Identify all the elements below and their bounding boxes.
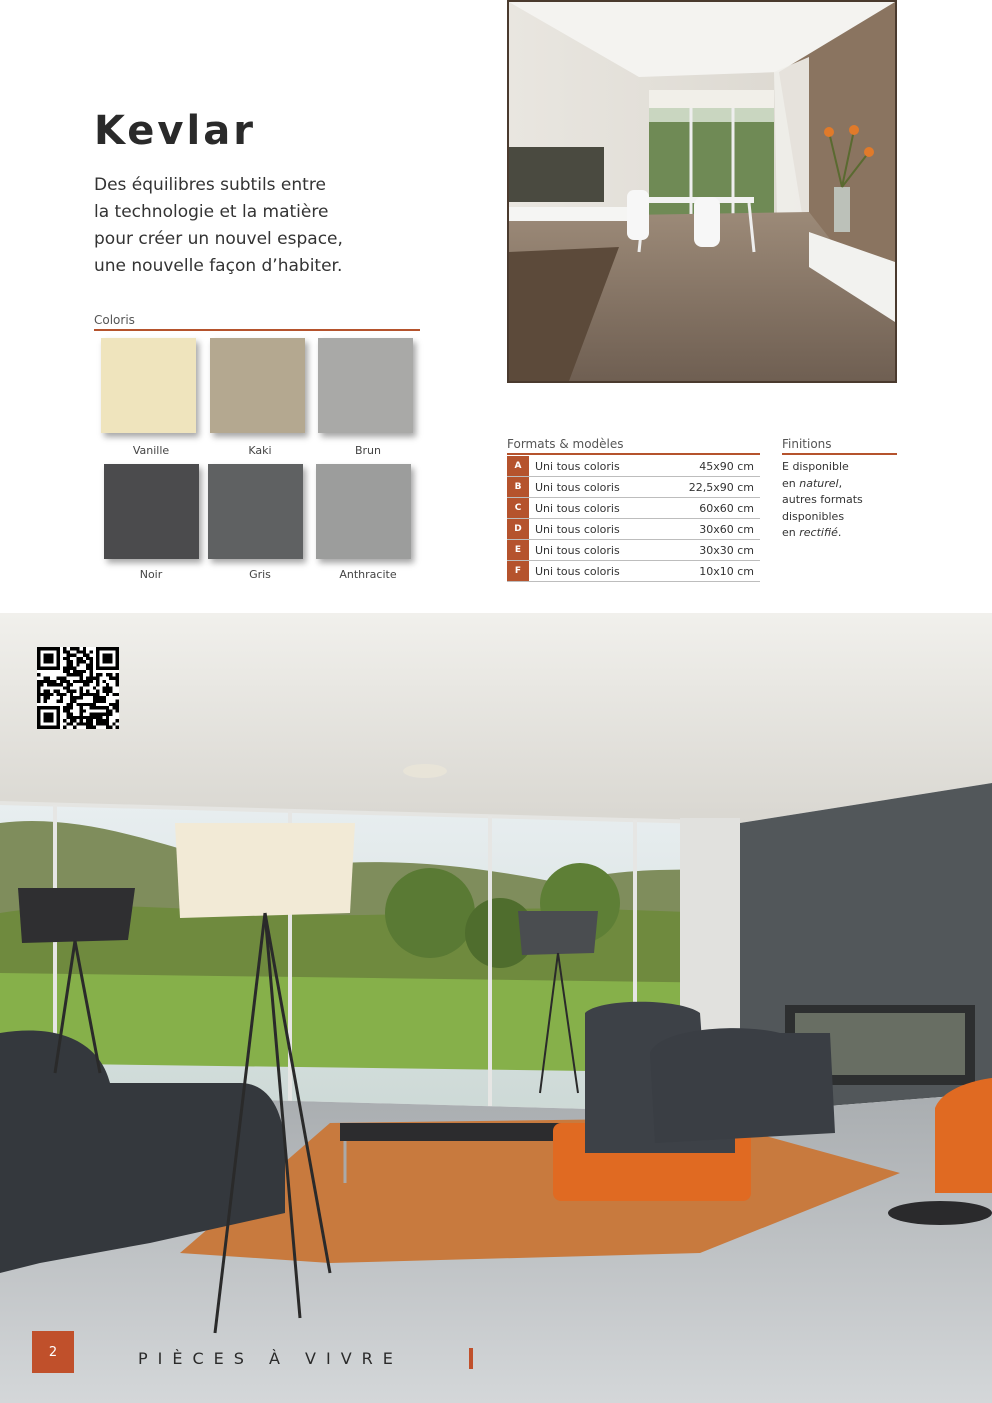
- finitions-line: autres formats: [782, 493, 863, 506]
- format-model: Uni tous coloris: [529, 561, 658, 582]
- swatch-vanille: [101, 338, 196, 433]
- format-letter: D: [507, 519, 529, 540]
- swatch-anthracite: [316, 464, 411, 559]
- finitions-line: [782, 525, 894, 542]
- section-label: PIÈCES À VIVRE: [138, 1349, 403, 1368]
- room-photo-dining: [507, 0, 897, 383]
- tagline-line: pour créer un nouvel espace,: [94, 229, 343, 249]
- format-size: 30x30 cm: [658, 540, 760, 561]
- table-row: [507, 477, 760, 498]
- swatch-label: Vanille: [132, 444, 170, 457]
- tagline-line: la technologie et la matière: [94, 202, 329, 222]
- format-model: Uni tous coloris: [529, 498, 658, 519]
- format-letter: E: [507, 540, 529, 561]
- room-photo-dining-illustration: [509, 2, 895, 381]
- finitions-prefix: en: [782, 476, 800, 490]
- format-letter: B: [507, 477, 529, 498]
- finitions-suffix: .: [837, 526, 842, 539]
- table-row: [507, 498, 760, 519]
- tagline-line: Des équilibres subtils entre: [94, 175, 326, 195]
- format-model: Uni tous coloris: [529, 540, 658, 561]
- table-row: [507, 561, 760, 582]
- format-size: 30x60 cm: [658, 519, 760, 540]
- format-model: Uni tous coloris: [529, 477, 658, 498]
- format-letter: A: [507, 456, 529, 477]
- table-row: [507, 456, 760, 477]
- section-divider: [469, 1348, 473, 1369]
- tagline: [94, 172, 414, 280]
- swatch-noir: [104, 464, 199, 559]
- qr-code[interactable]: [37, 647, 119, 729]
- finitions-italic: rectifié: [799, 526, 838, 539]
- format-size: 10x10 cm: [658, 561, 760, 582]
- formats-table: [507, 456, 760, 582]
- swatch-label: Noir: [139, 568, 163, 581]
- table-row: [507, 540, 760, 561]
- table-row: [507, 519, 760, 540]
- page-title: Kevlar: [94, 108, 256, 154]
- format-size: 45x90 cm: [658, 456, 760, 477]
- format-size: 60x60 cm: [658, 498, 760, 519]
- room-photo-living: [0, 613, 992, 1403]
- finitions-prefix: en: [782, 526, 800, 539]
- format-size: 22,5x90 cm: [658, 477, 760, 498]
- swatch-kaki: [210, 338, 305, 433]
- swatch-label: Kaki: [248, 444, 272, 457]
- finitions-suffix: ,: [838, 476, 843, 490]
- swatch-label: Anthracite: [339, 568, 397, 581]
- finitions-line: E disponible: [782, 460, 849, 473]
- tagline-line: une nouvelle façon d’habiter.: [94, 256, 343, 276]
- qr-code-graphic: [37, 647, 119, 729]
- swatch-label: Brun: [354, 444, 381, 457]
- coloris-heading: Coloris: [94, 313, 420, 331]
- format-letter: C: [507, 498, 529, 519]
- finitions-italic: naturel: [799, 476, 839, 490]
- finitions-text: [782, 459, 894, 542]
- swatch-label: Gris: [249, 568, 271, 581]
- format-letter: F: [507, 561, 529, 582]
- swatch-gris: [208, 464, 303, 559]
- swatch-brun: [318, 338, 413, 433]
- format-model: Uni tous coloris: [529, 519, 658, 540]
- finitions-line: disponibles: [782, 509, 845, 523]
- finitions-line: [782, 476, 894, 493]
- finitions-heading: Finitions: [782, 437, 897, 455]
- format-model: Uni tous coloris: [529, 456, 658, 477]
- page-number: 2: [32, 1331, 74, 1373]
- room-photo-living-illustration: [0, 613, 992, 1403]
- formats-heading: Formats & modèles: [507, 437, 760, 455]
